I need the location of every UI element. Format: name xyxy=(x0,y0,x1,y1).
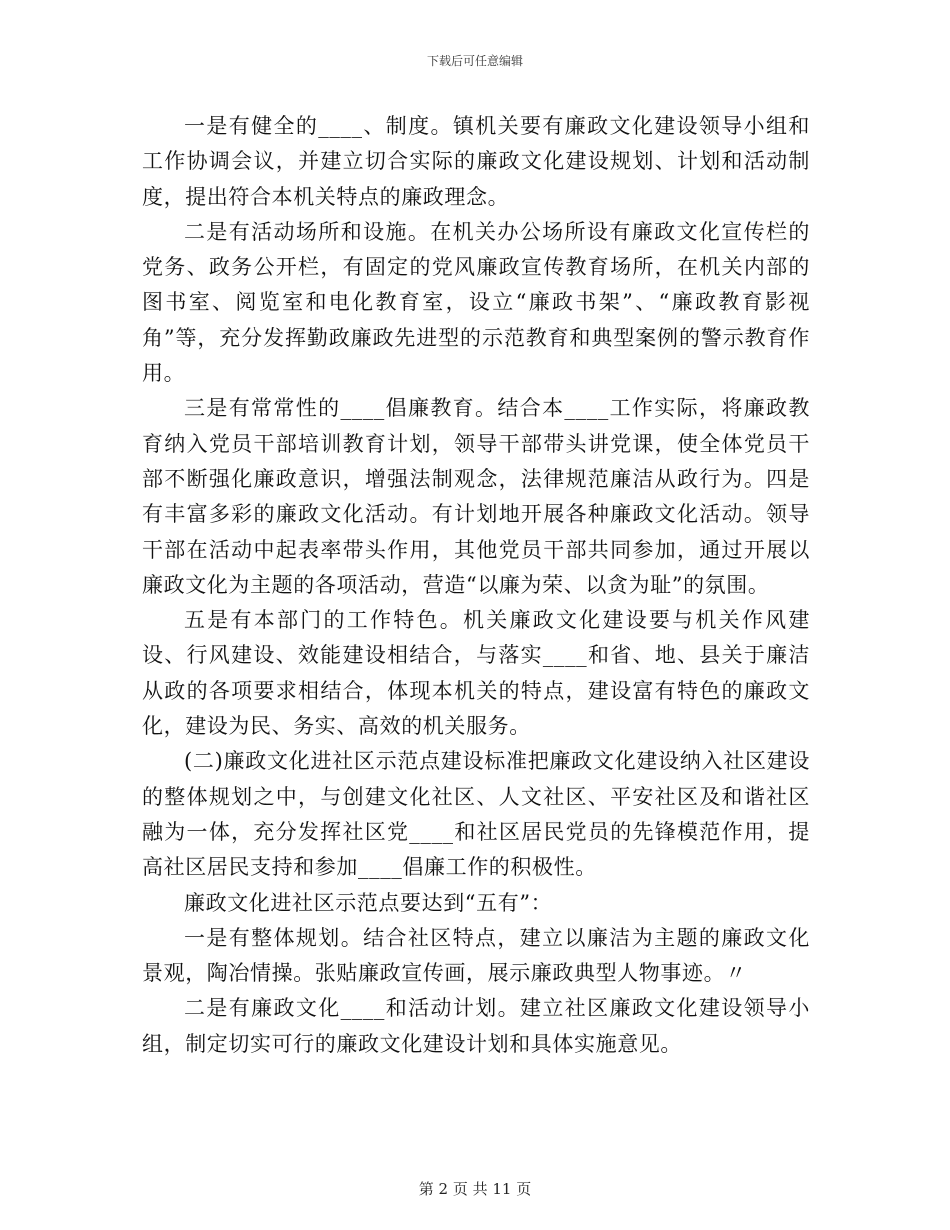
paragraph-8: 二是有廉政文化____和活动计划。建立社区廉政文化建设领导小组，制定切实可行的廉政文化建设计划和具体实施意见。 xyxy=(142,996,810,1056)
paragraph-4: 五是有本部门的工作特色。机关廉政文化建设要与机关作风建设、行风建设、效能建设相结合，与落实____和省、地、县关于廉洁从政的各项要求相结合，体现本机关的特点，建设富有特色的廉政文化，建设为民、务实、高效的机关服务。 xyxy=(142,608,810,739)
paragraph-1: 一是有健全的____、制度。镇机关要有廉政文化建设领导小组和工作协调会议，并建立切合实际的廉政文化建设规划、计划和活动制度，提出符合本机关特点的廉政理念。 xyxy=(142,114,810,209)
paragraph-5: (二)廉政文化进社区示范点建设标准把廉政文化建设纳入社区建设的整体规划之中，与创建文化社区、人文社区、平安社区及和谐社区融为一体，充分发挥社区党____和社区居民党员的先锋模范作用，提高社区居民支持和参加____倡廉工作的积极性。 xyxy=(142,749,810,880)
page-header-note: 下载后可任意编辑 xyxy=(426,54,523,68)
paragraph-6: 廉政文化进社区示范点要达到“五有”： xyxy=(184,890,553,915)
page-number-footer: 第 2 页 共 11 页 xyxy=(418,1180,532,1198)
document-body xyxy=(142,109,810,1062)
paragraph-3: 三是有常常性的____倡廉教育。结合本____工作实际，将廉政教育纳入党员干部培训教育计划，领导干部带头讲党课，使全体党员干部不断强化廉政意识，增强法制观念，法律规范廉洁从政行为。四是有丰富多彩的廉政文化活动。有计划地开展各种廉政文化活动。领导干部在活动中起表率带头作用，其他党员干部共同参加，通过开展以廉政文化为主题的各项活动，营造“以廉为荣、以贪为耻”的氛围。 xyxy=(142,396,810,597)
paragraph-2: 二是有活动场所和设施。在机关办公场所设有廉政文化宣传栏的党务、政务公开栏，有固定的党风廉政宣传教育场所，在机关内部的图书室、阅览室和电化教育室，设立“廉政书架”、“廉政教育影视角”等，充分发挥勤政廉政先进型的示范教育和典型案例的警示教育作用。 xyxy=(142,219,810,386)
paragraph-7: 一是有整体规划。结合社区特点，建立以廉洁为主题的廉政文化景观，陶冶情操。张贴廉政宣传画，展示廉政典型人物事迹。〃 xyxy=(142,925,810,986)
